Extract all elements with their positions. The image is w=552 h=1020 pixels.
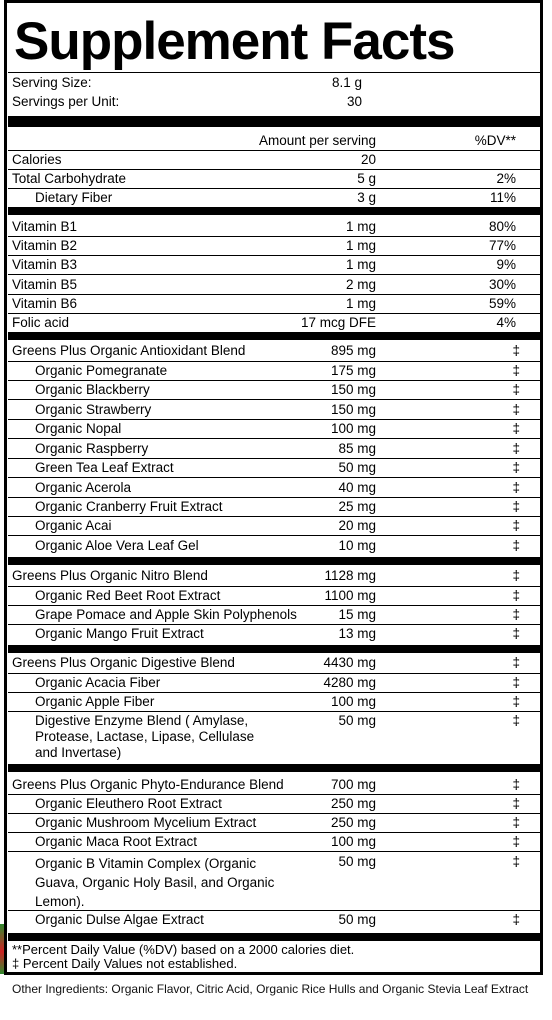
vitamin-amount: 17 mcg DFE (300, 315, 376, 330)
blend-name: Greens Plus Organic Antioxidant Blend (12, 343, 246, 358)
vitamin-label: Vitamin B5 (12, 277, 78, 292)
ingredient-dv: ‡ (512, 713, 520, 728)
thick-divider (8, 207, 540, 215)
thick-divider (8, 116, 540, 127)
ingredient-label: Organic Pomegranate (35, 363, 168, 378)
vitamin-label: Folic acid (12, 315, 70, 330)
ingredient-label: Green Tea Leaf Extract (35, 460, 174, 475)
ingredient-amount: 100 mg (330, 694, 376, 709)
footnotes (12, 943, 354, 971)
ingredient-dv: ‡ (512, 815, 520, 830)
divider (8, 150, 540, 151)
ingredient-label: Organic Mango Fruit Extract (35, 626, 204, 641)
blend-name: Greens Plus Organic Nitro Blend (12, 568, 208, 583)
divider (8, 477, 540, 478)
vitamin-label: Vitamin B1 (12, 219, 78, 234)
ingredient-amount: 1100 mg (324, 588, 376, 603)
divider (8, 711, 540, 712)
panel-title: Supplement Facts (14, 12, 455, 71)
ingredient-amount: 100 mg (330, 421, 376, 436)
divider (8, 255, 540, 256)
ingredient-label: Organic Maca Root Extract (35, 834, 198, 849)
divider (8, 910, 540, 911)
divider (8, 188, 540, 189)
ingredient-amount: 15 mg (338, 607, 376, 622)
ingredient-amount: 100 mg (330, 834, 376, 849)
blend-name: Greens Plus Organic Phyto-Endurance Blend (12, 777, 284, 792)
calories-label: Calories (12, 152, 62, 167)
divider (8, 832, 540, 833)
ingredient-amount: 4280 mg (323, 675, 376, 690)
divider (8, 624, 540, 625)
calories-amount: 20 (360, 152, 376, 167)
ingredient-dv: ‡ (512, 912, 520, 927)
not-established-footnote: ‡ Percent Daily Values not established. (12, 956, 238, 971)
blend-amount: 1128 mg (324, 568, 376, 583)
ingredient-dv: ‡ (512, 382, 520, 397)
divider (8, 516, 540, 517)
vitamin-dv: 4% (496, 315, 516, 330)
divider (8, 236, 540, 237)
fiber-dv: 11% (489, 190, 516, 205)
vitamin-dv: 80% (488, 219, 516, 234)
thick-divider (8, 332, 540, 340)
blend-name: Greens Plus Organic Digestive Blend (12, 655, 235, 670)
ingredient-dv: ‡ (512, 607, 520, 622)
blend-amount: 700 mg (330, 777, 376, 792)
ingredient-amount: 40 mg (338, 480, 376, 495)
ingredient-label: Grape Pomace and Apple Skin Polyphenols (35, 607, 297, 622)
carb-amount: 5 g (357, 171, 376, 186)
servings-per-unit-value: 30 (346, 94, 362, 109)
ingredient-dv: ‡ (512, 480, 520, 495)
ingredient-amount: 250 mg (330, 796, 376, 811)
divider (8, 294, 540, 295)
ingredient-amount: 50 mg (338, 912, 376, 927)
ingredient-dv: ‡ (512, 694, 520, 709)
vitamin-amount: 1 mg (345, 257, 376, 272)
vitamin-dv: 9% (496, 257, 516, 272)
ingredient-dv: ‡ (512, 588, 520, 603)
carb-label: Total Carbohydrate (12, 171, 127, 186)
ingredient-label: Organic Blackberry (35, 382, 150, 397)
vitamin-dv: 77% (488, 238, 516, 253)
divider (8, 361, 540, 362)
divider (8, 72, 540, 73)
thick-divider (8, 933, 540, 941)
divider (8, 380, 540, 381)
carb-dv: 2% (496, 171, 516, 186)
ingredient-amount: 150 mg (330, 382, 376, 397)
ingredient-label: Organic Mushroom Mycelium Extract (35, 815, 257, 830)
ingredient-amount: 13 mg (338, 626, 376, 641)
ingredient-dv: ‡ (512, 796, 520, 811)
vitamin-label: Vitamin B6 (12, 296, 78, 311)
divider (8, 274, 540, 275)
vitamin-dv: 30% (488, 277, 516, 292)
divider (8, 813, 540, 814)
divider (8, 458, 540, 459)
blend-dv: ‡ (512, 343, 520, 358)
ingredient-amount: 50 mg (338, 854, 376, 869)
divider (8, 673, 540, 674)
blend-dv: ‡ (512, 568, 520, 583)
amount-per-serving-header: Amount per serving (258, 133, 376, 148)
ingredient-dv: ‡ (512, 460, 520, 475)
blend-amount: 895 mg (330, 343, 376, 358)
vitamin-amount: 1 mg (345, 219, 376, 234)
blend-dv: ‡ (512, 655, 520, 670)
ingredient-label: Organic Nopal (35, 421, 122, 436)
other-ingredients: Other Ingredients: Organic Flavor, Citric Acid, Organic Rice Hulls and Organic Stevia Leaf Extract (12, 982, 529, 996)
divider (8, 497, 540, 498)
divider (8, 419, 540, 420)
ingredient-label: Organic Eleuthero Root Extract (35, 796, 222, 811)
ingredient-amount: 250 mg (330, 815, 376, 830)
ingredient-label: Organic Acai (35, 518, 112, 533)
blend-dv: ‡ (512, 777, 520, 792)
ingredient-dv: ‡ (512, 499, 520, 514)
ingredient-dv: ‡ (512, 363, 520, 378)
vitamin-dv: 59% (488, 296, 516, 311)
servings-per-unit-label: Servings per Unit: (12, 94, 120, 109)
ingredient-amount: 50 mg (338, 460, 376, 475)
divider (8, 605, 540, 606)
ingredient-dv: ‡ (512, 854, 520, 869)
ingredient-label: Organic Strawberry (35, 402, 152, 417)
ingredient-dv: ‡ (512, 402, 520, 417)
ingredient-label: Organic B Vitamin Complex (Organic Guava, Organic Holy Basil, and Organic Lemon). (35, 856, 275, 909)
dv-footnote: **Percent Daily Value (%DV) based on a 2000 calories diet. (12, 942, 355, 957)
thick-divider (8, 557, 540, 565)
thick-divider (8, 645, 540, 653)
divider (8, 438, 540, 439)
ingredient-amount: 10 mg (338, 538, 376, 553)
divider (8, 169, 540, 170)
divider (8, 692, 540, 693)
vitamin-amount: 1 mg (345, 296, 376, 311)
ingredient-amount: 20 mg (338, 518, 376, 533)
ingredient-dv: ‡ (512, 538, 520, 553)
ingredient-amount: 150 mg (330, 402, 376, 417)
ingredient-dv: ‡ (512, 675, 520, 690)
blend-amount: 4430 mg (323, 655, 376, 670)
vitamin-label: Vitamin B2 (12, 238, 78, 253)
vitamin-amount: 2 mg (345, 277, 376, 292)
divider (8, 851, 540, 852)
serving-size-label: Serving Size: (12, 75, 92, 90)
ingredient-dv: ‡ (512, 626, 520, 641)
vitamin-label: Vitamin B3 (12, 257, 78, 272)
divider (8, 313, 540, 314)
ingredient-label: Organic Dulse Algae Extract (35, 912, 204, 927)
ingredient-label: Organic Aloe Vera Leaf Gel (35, 538, 199, 553)
divider (8, 586, 540, 587)
ingredient-label: Organic Red Beet Root Extract (35, 588, 221, 603)
ingredient-label: Organic Acacia Fiber (35, 675, 161, 690)
ingredient-amount: 50 mg (338, 713, 376, 728)
ingredient-dv: ‡ (512, 421, 520, 436)
ingredient-label: Organic Acerola (35, 480, 132, 495)
ingredient-dv: ‡ (512, 834, 520, 849)
ingredient-amount: 175 mg (330, 363, 376, 378)
dv-header: %DV** (474, 133, 516, 148)
ingredient-label: Organic Raspberry (35, 441, 149, 456)
ingredient-amount: 85 mg (338, 441, 376, 456)
ingredient-label: Digestive Enzyme Blend ( Amylase, Protease, Lactase, Lipase, Cellulase and Invertase) (35, 713, 255, 760)
ingredient-amount: 25 mg (338, 499, 376, 514)
thick-divider (8, 764, 540, 772)
divider (8, 535, 540, 536)
fiber-label: Dietary Fiber (35, 190, 113, 205)
ingredient-label: Organic Apple Fiber (35, 694, 155, 709)
serving-size-value: 8.1 g (331, 75, 362, 90)
ingredient-dv: ‡ (512, 441, 520, 456)
fiber-amount: 3 g (357, 190, 376, 205)
divider (8, 399, 540, 400)
ingredient-dv: ‡ (512, 518, 520, 533)
divider (8, 794, 540, 795)
vitamin-amount: 1 mg (345, 238, 376, 253)
ingredient-label: Organic Cranberry Fruit Extract (35, 499, 223, 514)
